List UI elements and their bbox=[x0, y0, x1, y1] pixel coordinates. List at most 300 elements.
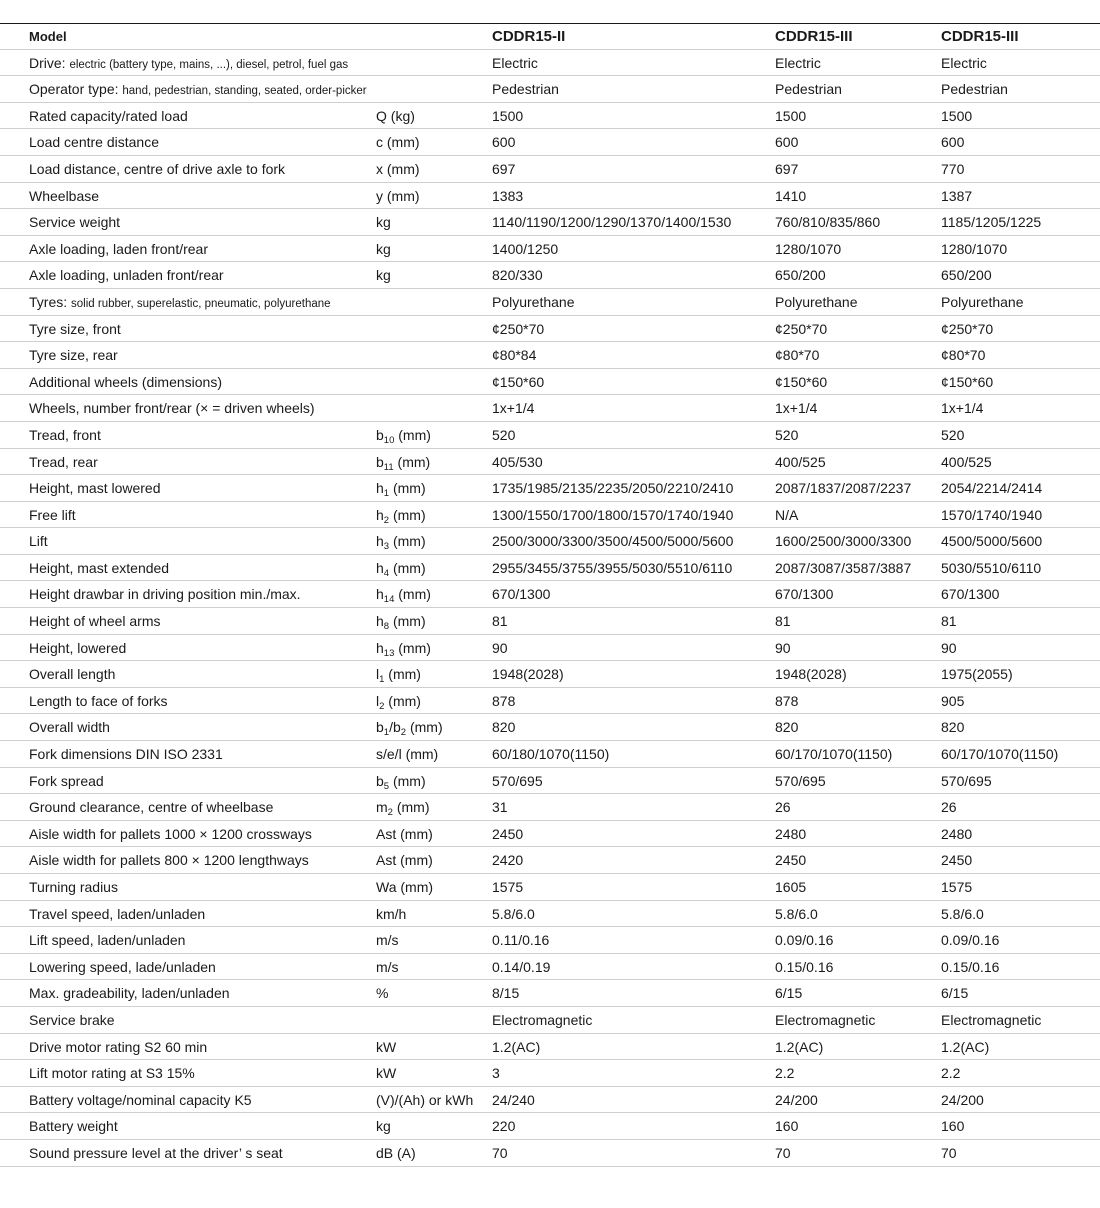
row-unit bbox=[376, 156, 420, 182]
unit-unit: Q (kg) bbox=[376, 107, 415, 124]
table-row bbox=[0, 50, 1100, 77]
row-value-model-1: 1500 bbox=[492, 107, 524, 124]
unit-unit: % bbox=[376, 985, 389, 1002]
row-label bbox=[29, 395, 315, 421]
row-label bbox=[29, 980, 230, 1006]
unit-unit-sub: 11 bbox=[383, 461, 394, 473]
row-value-model-3: 1.2(AC) bbox=[941, 1038, 990, 1055]
row-value-model-1: 1140/1190/1200/1290/1370/1400/1530 bbox=[492, 214, 732, 231]
row-label bbox=[29, 502, 76, 528]
row-label-text: Load distance, centre of drive axle to fork bbox=[29, 160, 286, 177]
row-value-model-3: 0.15/0.16 bbox=[941, 958, 1000, 975]
row-label-text: Travel speed, laden/unladen bbox=[29, 905, 206, 922]
row-unit bbox=[376, 608, 426, 634]
row-label-text: Additional wheels (dimensions) bbox=[29, 373, 222, 390]
row-label bbox=[29, 316, 121, 342]
row-unit bbox=[376, 262, 391, 288]
row-value-model-2: 24/200 bbox=[775, 1091, 818, 1108]
row-value-model-3: 0.09/0.16 bbox=[941, 932, 1000, 949]
model-column-1: CDDR15-II bbox=[492, 28, 566, 45]
unit-unit-sub: 2 bbox=[379, 700, 385, 712]
table-row bbox=[0, 635, 1100, 662]
row-value-model-2: 2087/3087/3587/3887 bbox=[775, 559, 912, 576]
row-label bbox=[29, 449, 98, 475]
table-row bbox=[0, 608, 1100, 635]
row-label bbox=[29, 555, 169, 581]
row-label-text: Operator type: bbox=[29, 81, 119, 98]
row-label-text: Battery voltage/nominal capacity K5 bbox=[29, 1091, 252, 1108]
unit-unit-sub: 3 bbox=[383, 541, 390, 553]
row-label-text: Tyre size, front bbox=[29, 320, 121, 337]
row-value-model-1: 1383 bbox=[492, 187, 524, 204]
row-label-text: Drive motor rating S2 60 min bbox=[29, 1038, 208, 1055]
table-header bbox=[0, 23, 1100, 50]
row-value-model-3: 1387 bbox=[941, 187, 973, 204]
row-value-model-3: ¢80*70 bbox=[941, 347, 986, 364]
row-value-model-2: 1x+1/4 bbox=[775, 400, 818, 417]
table-row bbox=[0, 342, 1100, 369]
row-label-text: Fork dimensions DIN ISO 2331 bbox=[29, 746, 223, 763]
unit-unit-sub: 10 bbox=[383, 434, 395, 446]
row-value-model-3: 600 bbox=[941, 134, 965, 151]
unit-unit: x (mm) bbox=[376, 160, 420, 177]
table-row bbox=[0, 741, 1100, 768]
table-row bbox=[0, 1087, 1100, 1114]
row-unit bbox=[376, 1034, 396, 1060]
row-value-model-3: 1975(2055) bbox=[941, 666, 1013, 683]
unit-unit-mid: /b bbox=[389, 719, 401, 736]
unit-unit-suffix: (mm) bbox=[389, 533, 426, 550]
row-value-model-1: 0.14/0.19 bbox=[492, 958, 551, 975]
row-value-model-1: 820 bbox=[492, 719, 516, 736]
row-value-model-2: 1280/1070 bbox=[775, 240, 842, 257]
row-label bbox=[29, 1034, 207, 1060]
table-row bbox=[0, 449, 1100, 476]
row-value-model-1: 570/695 bbox=[492, 772, 543, 789]
unit-unit-suffix: (mm) bbox=[389, 772, 426, 789]
unit-unit-sub: 2 bbox=[387, 807, 393, 819]
row-label bbox=[29, 76, 367, 104]
row-value-model-3: 2450 bbox=[941, 852, 973, 869]
unit-unit-suffix: (mm) bbox=[392, 799, 430, 816]
row-label bbox=[29, 528, 48, 554]
row-label bbox=[29, 209, 120, 235]
unit-unit-suffix: (mm) bbox=[384, 666, 421, 683]
row-value-model-3: 1185/1205/1225 bbox=[941, 214, 1042, 231]
table-row bbox=[0, 688, 1100, 715]
row-unit bbox=[376, 741, 438, 767]
row-unit bbox=[376, 1140, 416, 1166]
unit-unit: c (mm) bbox=[376, 134, 420, 151]
row-label bbox=[29, 183, 99, 209]
table-row bbox=[0, 502, 1100, 529]
table-row bbox=[0, 156, 1100, 183]
row-value-model-2: 878 bbox=[775, 692, 799, 709]
unit-unit: l bbox=[376, 692, 380, 709]
row-value-model-1: Electromagnetic bbox=[492, 1011, 593, 1028]
row-unit bbox=[376, 847, 433, 873]
row-value-model-1: 24/240 bbox=[492, 1091, 535, 1108]
row-label bbox=[29, 1087, 252, 1113]
row-unit bbox=[376, 927, 399, 953]
table-row bbox=[0, 76, 1100, 103]
row-label bbox=[29, 369, 222, 395]
row-value-model-1: ¢80*84 bbox=[492, 347, 537, 364]
table-row bbox=[0, 422, 1100, 449]
unit-unit-suffix: (mm) bbox=[389, 559, 426, 576]
row-unit bbox=[376, 449, 430, 475]
row-value-model-1: 0.11/0.16 bbox=[492, 932, 550, 949]
row-label bbox=[29, 342, 118, 368]
table-row bbox=[0, 316, 1100, 343]
row-value-model-1: 600 bbox=[492, 134, 516, 151]
row-value-model-1: 1.2(AC) bbox=[492, 1038, 541, 1055]
unit-unit: kW bbox=[376, 1065, 397, 1082]
row-label-text: Tyre size, rear bbox=[29, 347, 118, 364]
row-value-model-3: 1x+1/4 bbox=[941, 400, 984, 417]
row-value-model-2: ¢150*60 bbox=[775, 373, 828, 390]
row-value-model-2: ¢250*70 bbox=[775, 320, 828, 337]
row-value-model-2: 70 bbox=[775, 1144, 791, 1161]
row-unit bbox=[376, 821, 433, 847]
row-value-model-2: Electromagnetic bbox=[775, 1011, 876, 1028]
table-row bbox=[0, 1140, 1100, 1167]
unit-unit: b bbox=[376, 453, 384, 470]
row-label-text: Load centre distance bbox=[29, 134, 159, 151]
row-label bbox=[29, 688, 168, 714]
model-column-3: CDDR15-III bbox=[941, 28, 1019, 45]
row-value-model-3: 90 bbox=[941, 639, 957, 656]
row-value-model-3: 770 bbox=[941, 160, 965, 177]
row-value-model-3: 5030/5510/6110 bbox=[941, 559, 1042, 576]
unit-unit-suffix: (mm) bbox=[389, 613, 426, 630]
row-unit bbox=[376, 1087, 473, 1113]
row-unit bbox=[376, 1060, 396, 1086]
unit-unit: h bbox=[376, 506, 384, 523]
row-value-model-2: 1410 bbox=[775, 187, 807, 204]
row-value-model-1: 1x+1/4 bbox=[492, 400, 535, 417]
row-label-text: Overall width bbox=[29, 719, 110, 736]
row-value-model-2: Polyurethane bbox=[775, 293, 858, 310]
row-unit bbox=[376, 901, 406, 927]
row-value-model-3: 6/15 bbox=[941, 985, 969, 1002]
table-row bbox=[0, 1060, 1100, 1087]
table-row bbox=[0, 821, 1100, 848]
row-value-model-3: ¢250*70 bbox=[941, 320, 994, 337]
row-label-text: Aisle width for pallets 1000 × 1200 crossways bbox=[29, 825, 312, 842]
row-unit bbox=[376, 661, 421, 687]
row-label-text: Aisle width for pallets 800 × 1200 lengthways bbox=[29, 852, 309, 869]
row-value-model-3: ¢150*60 bbox=[941, 373, 994, 390]
row-unit bbox=[376, 528, 426, 554]
row-value-model-2: 26 bbox=[775, 799, 791, 816]
row-label bbox=[29, 289, 331, 317]
unit-unit: m bbox=[376, 799, 388, 816]
row-value-model-2: Electric bbox=[775, 54, 821, 71]
row-value-model-3: 5.8/6.0 bbox=[941, 905, 984, 922]
row-label-text: Service weight bbox=[29, 214, 121, 231]
unit-unit: h bbox=[376, 586, 384, 603]
unit-unit: s/e/l (mm) bbox=[376, 746, 439, 763]
row-unit bbox=[376, 980, 388, 1006]
unit-unit: Ast (mm) bbox=[376, 825, 433, 842]
row-label-text: Sound pressure level at the driver’ s seat bbox=[29, 1144, 283, 1161]
row-value-model-2: 760/810/835/860 bbox=[775, 214, 881, 231]
row-value-model-2: 1600/2500/3000/3300 bbox=[775, 533, 912, 550]
table-row bbox=[0, 289, 1100, 316]
row-label bbox=[29, 608, 161, 634]
table-row bbox=[0, 901, 1100, 928]
table-row bbox=[0, 395, 1100, 422]
row-unit bbox=[376, 635, 431, 661]
row-label bbox=[29, 1060, 195, 1086]
row-value-model-1: 670/1300 bbox=[492, 586, 551, 603]
unit-unit: dB (A) bbox=[376, 1144, 416, 1161]
row-unit bbox=[376, 422, 431, 448]
row-value-model-1: 520 bbox=[492, 426, 516, 443]
row-label-text: Service brake bbox=[29, 1011, 115, 1028]
unit-unit-sub: 1 bbox=[379, 674, 385, 686]
row-value-model-1: 2420 bbox=[492, 852, 524, 869]
row-value-model-1: 60/180/1070(1150) bbox=[492, 746, 610, 763]
row-value-model-1: Polyurethane bbox=[492, 293, 575, 310]
table-row bbox=[0, 555, 1100, 582]
row-value-model-3: Polyurethane bbox=[941, 293, 1024, 310]
row-unit bbox=[376, 209, 391, 235]
row-value-model-2: 650/200 bbox=[775, 267, 826, 284]
row-unit bbox=[376, 874, 433, 900]
row-label-text: Tread, rear bbox=[29, 453, 98, 470]
unit-unit: b bbox=[376, 719, 384, 736]
row-value-model-2: 81 bbox=[775, 613, 791, 630]
row-label-text: Ground clearance, centre of wheelbase bbox=[29, 799, 274, 816]
unit-unit: km/h bbox=[376, 905, 407, 922]
table-row bbox=[0, 661, 1100, 688]
row-value-model-3: 70 bbox=[941, 1144, 957, 1161]
row-label-text: Lift bbox=[29, 533, 48, 550]
unit-unit: m/s bbox=[376, 958, 399, 975]
unit-unit: y (mm) bbox=[376, 187, 420, 204]
row-value-model-2: 1948(2028) bbox=[775, 666, 847, 683]
row-unit bbox=[376, 236, 391, 262]
row-value-model-3: 650/200 bbox=[941, 267, 992, 284]
row-value-model-1: 31 bbox=[492, 799, 508, 816]
unit-unit-sub: 14 bbox=[383, 594, 395, 606]
row-value-model-1: 878 bbox=[492, 692, 516, 709]
header-label: Model bbox=[29, 29, 67, 44]
row-value-model-1: 3 bbox=[492, 1065, 500, 1082]
row-label-note: hand, pedestrian, standing, seated, order-picker bbox=[122, 85, 367, 98]
row-value-model-2: 670/1300 bbox=[775, 586, 834, 603]
row-value-model-1: 1575 bbox=[492, 879, 524, 895]
unit-unit: h bbox=[376, 639, 384, 656]
row-value-model-2: 2.2 bbox=[775, 1065, 795, 1082]
table-row bbox=[0, 954, 1100, 981]
row-value-model-3: 400/525 bbox=[941, 453, 992, 470]
table-body bbox=[0, 50, 1100, 1167]
row-unit bbox=[376, 714, 443, 740]
row-value-model-2: 6/15 bbox=[775, 985, 803, 1002]
row-value-model-1: 70 bbox=[492, 1144, 508, 1161]
row-label-text: Tread, front bbox=[29, 426, 101, 443]
row-label-text: Turning radius bbox=[29, 879, 118, 895]
row-value-model-3: 24/200 bbox=[941, 1091, 984, 1108]
row-value-model-2: 2480 bbox=[775, 825, 807, 842]
table-row bbox=[0, 262, 1100, 289]
unit-unit-sub: 1 bbox=[383, 727, 390, 739]
row-value-model-2: 400/525 bbox=[775, 453, 826, 470]
unit-unit: kg bbox=[376, 267, 391, 284]
table-row bbox=[0, 1034, 1100, 1061]
unit-unit-sub: 8 bbox=[383, 621, 390, 633]
row-value-model-2: 2087/1837/2087/2237 bbox=[775, 480, 912, 497]
table-row bbox=[0, 236, 1100, 263]
row-label bbox=[29, 129, 159, 155]
row-value-model-3: 570/695 bbox=[941, 772, 992, 789]
row-value-model-1: 1400/1250 bbox=[492, 240, 559, 257]
table-row bbox=[0, 847, 1100, 874]
row-value-model-1: 405/530 bbox=[492, 453, 543, 470]
row-value-model-1: 697 bbox=[492, 160, 516, 177]
row-value-model-1: ¢250*70 bbox=[492, 320, 545, 337]
table-row bbox=[0, 794, 1100, 821]
model-column-2: CDDR15-III bbox=[775, 28, 853, 45]
row-value-model-3: 60/170/1070(1150) bbox=[941, 746, 1059, 763]
unit-unit-sub: 2 bbox=[383, 514, 390, 526]
row-label bbox=[29, 768, 104, 794]
unit-unit-suffix: (mm) bbox=[384, 692, 421, 709]
unit-unit-sub: 4 bbox=[383, 567, 390, 579]
table-row bbox=[0, 714, 1100, 741]
unit-unit-sub2: 2 bbox=[400, 727, 407, 739]
table-row bbox=[0, 528, 1100, 555]
row-value-model-1: 820/330 bbox=[492, 267, 543, 284]
unit-unit: b bbox=[376, 772, 384, 789]
row-value-model-3: 26 bbox=[941, 799, 957, 816]
row-value-model-1: 81 bbox=[492, 613, 508, 630]
row-label-text: Height, lowered bbox=[29, 639, 127, 656]
row-value-model-1: 1948(2028) bbox=[492, 666, 564, 683]
row-label bbox=[29, 794, 273, 820]
row-label bbox=[29, 156, 285, 182]
unit-unit-sub: 1 bbox=[383, 488, 390, 500]
row-value-model-3: 905 bbox=[941, 692, 965, 709]
row-label bbox=[29, 954, 216, 980]
row-label bbox=[29, 714, 110, 740]
row-value-model-2: 0.09/0.16 bbox=[775, 932, 834, 949]
table-row bbox=[0, 927, 1100, 954]
table-row bbox=[0, 768, 1100, 795]
row-label bbox=[29, 874, 118, 900]
unit-unit-suffix: (mm) bbox=[389, 506, 426, 523]
row-value-model-3: 2054/2214/2414 bbox=[941, 480, 1043, 497]
row-value-model-2: 0.15/0.16 bbox=[775, 958, 834, 975]
row-value-model-3: Pedestrian bbox=[941, 81, 1008, 98]
row-label-text: Battery weight bbox=[29, 1118, 118, 1135]
unit-unit-sub: 5 bbox=[383, 780, 390, 792]
row-value-model-2: 1.2(AC) bbox=[775, 1038, 824, 1055]
row-value-model-3: 4500/5000/5600 bbox=[941, 533, 1043, 550]
row-label bbox=[29, 901, 205, 927]
row-unit bbox=[376, 794, 430, 820]
row-unit bbox=[376, 581, 431, 607]
row-value-model-2: Pedestrian bbox=[775, 81, 842, 98]
unit-unit: l bbox=[376, 666, 380, 683]
row-unit bbox=[376, 768, 426, 794]
unit-unit: h bbox=[376, 533, 384, 550]
row-value-model-3: 1570/1740/1940 bbox=[941, 506, 1043, 523]
row-value-model-1: 2500/3000/3300/3500/4500/5000/5600 bbox=[492, 533, 734, 550]
row-label-text: Wheels, number front/rear (× = driven wheels) bbox=[29, 400, 315, 417]
row-value-model-3: Electromagnetic bbox=[941, 1011, 1042, 1028]
row-value-model-2: 2450 bbox=[775, 852, 807, 869]
row-label bbox=[29, 1140, 283, 1166]
row-label-text: Lift motor rating at S3 15% bbox=[29, 1065, 195, 1082]
unit-unit-suffix: (mm) bbox=[406, 719, 443, 736]
row-value-model-3: Electric bbox=[941, 54, 987, 71]
row-value-model-1: 220 bbox=[492, 1118, 516, 1135]
row-label bbox=[29, 741, 223, 767]
row-unit bbox=[376, 183, 420, 209]
unit-unit: Ast (mm) bbox=[376, 852, 433, 869]
unit-unit: h bbox=[376, 480, 384, 497]
unit-unit-suffix: (mm) bbox=[394, 639, 431, 656]
row-unit bbox=[376, 502, 426, 528]
table-row bbox=[0, 103, 1100, 130]
row-label bbox=[29, 927, 185, 953]
row-value-model-1: 2955/3455/3755/3955/5030/5510/6110 bbox=[492, 559, 733, 576]
row-label bbox=[29, 262, 224, 288]
row-label-note: electric (battery type, mains, ...), diesel, petrol, fuel gas bbox=[69, 58, 349, 71]
row-label bbox=[29, 1007, 115, 1033]
row-value-model-1: Electric bbox=[492, 54, 538, 71]
row-value-model-3: 670/1300 bbox=[941, 586, 1000, 603]
unit-unit: kW bbox=[376, 1038, 397, 1055]
spec-table bbox=[0, 23, 1100, 1167]
row-label bbox=[29, 236, 208, 262]
table-row bbox=[0, 874, 1100, 901]
row-label bbox=[29, 50, 348, 78]
row-unit bbox=[376, 129, 420, 155]
unit-unit-suffix: (mm) bbox=[389, 480, 426, 497]
row-value-model-1: ¢150*60 bbox=[492, 373, 545, 390]
table-row bbox=[0, 183, 1100, 210]
table-row bbox=[0, 209, 1100, 236]
row-value-model-2: 160 bbox=[775, 1118, 799, 1135]
row-label-text: Lift speed, laden/unladen bbox=[29, 932, 186, 949]
row-label-text: Rated capacity/rated load bbox=[29, 107, 188, 124]
row-unit bbox=[376, 1113, 391, 1139]
row-unit bbox=[376, 688, 421, 714]
row-value-model-1: 8/15 bbox=[492, 985, 520, 1002]
unit-unit-suffix: (mm) bbox=[393, 453, 431, 470]
row-label bbox=[29, 475, 161, 501]
unit-unit: b bbox=[376, 426, 384, 443]
row-label bbox=[29, 635, 126, 661]
unit-unit-suffix: (mm) bbox=[394, 586, 431, 603]
row-value-model-1: 5.8/6.0 bbox=[492, 905, 535, 922]
row-label bbox=[29, 821, 312, 847]
row-value-model-2: 520 bbox=[775, 426, 799, 443]
row-label bbox=[29, 661, 115, 687]
row-value-model-2: ¢80*70 bbox=[775, 347, 820, 364]
row-value-model-3: 160 bbox=[941, 1118, 965, 1135]
row-label bbox=[29, 581, 301, 607]
row-value-model-3: 1575 bbox=[941, 879, 973, 895]
unit-unit: h bbox=[376, 613, 384, 630]
row-value-model-3: 820 bbox=[941, 719, 965, 736]
row-label-text: Axle loading, unladen front/rear bbox=[29, 267, 224, 284]
